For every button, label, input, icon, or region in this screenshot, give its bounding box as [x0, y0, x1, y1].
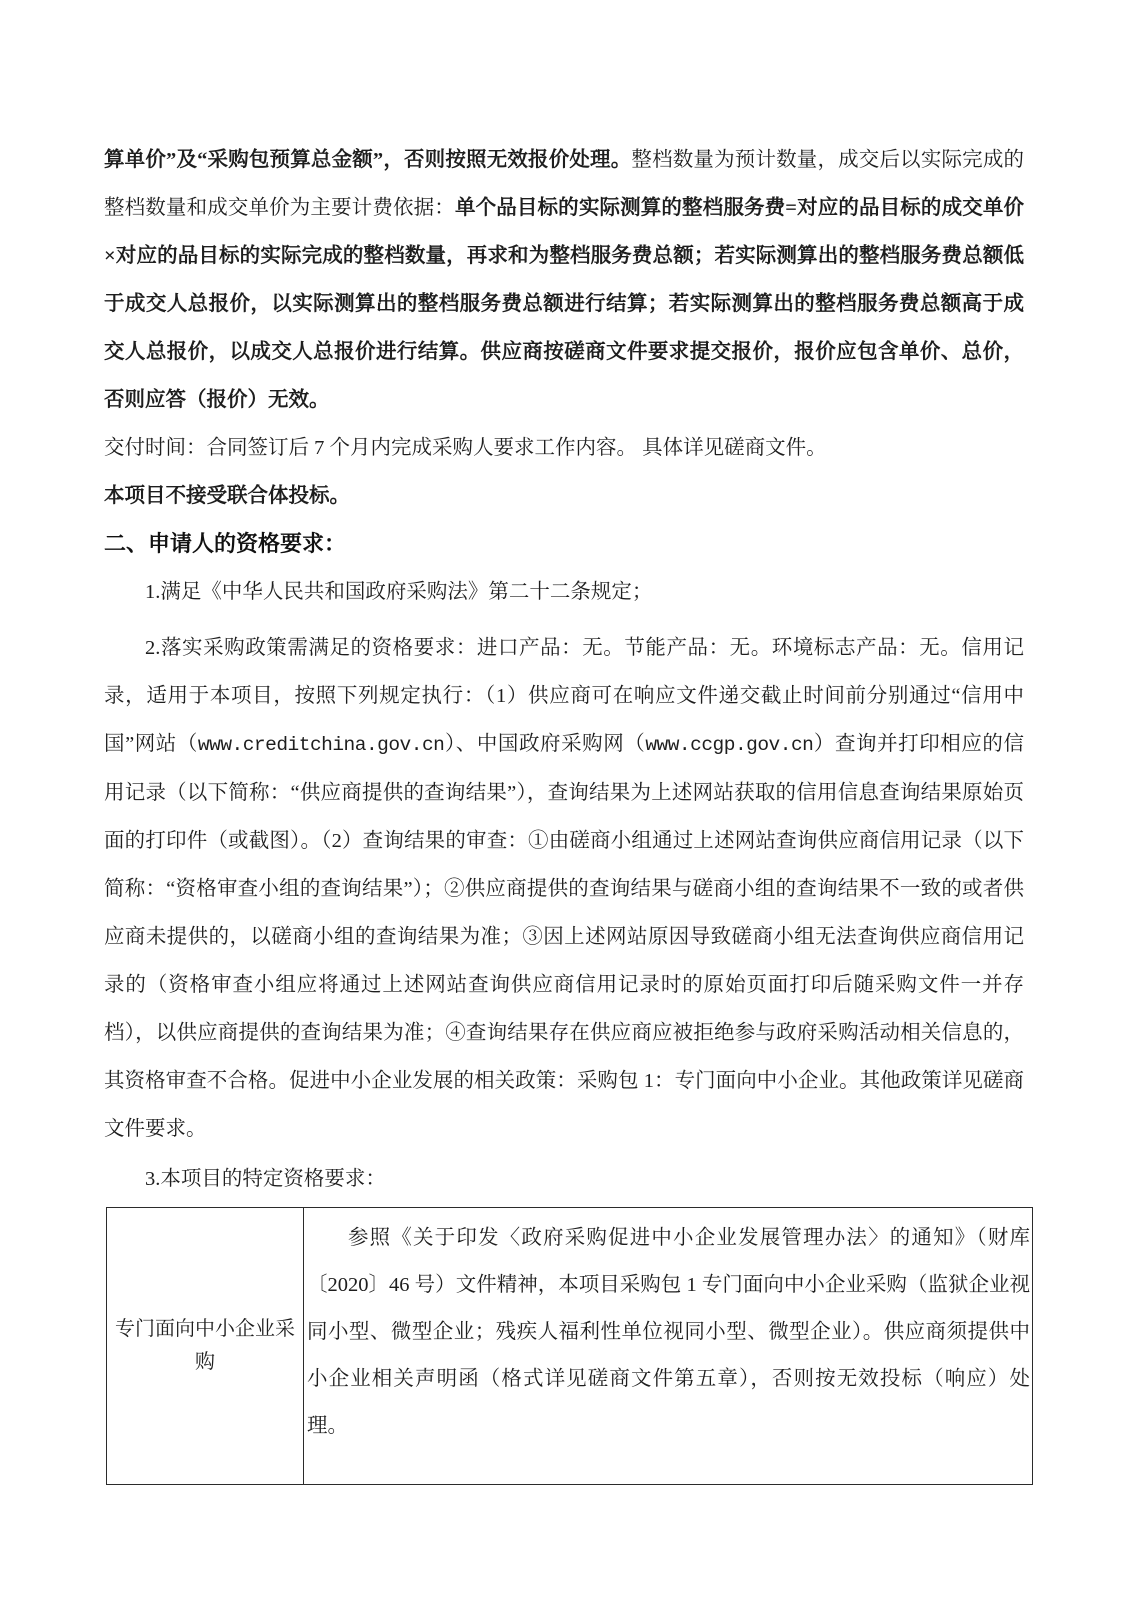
- credit-china-url: www.creditchina.gov.cn: [197, 734, 445, 756]
- table-row: [107, 1208, 1033, 1485]
- specific-qualification-table: [106, 1207, 1033, 1485]
- section-heading-applicant-qualifications: 二、申请人的资格要求：: [104, 531, 347, 556]
- item-2-text-lead: 2.落实采购政策需满足的资格要求：进口产品：无。节能产品：无。环境标志产品：无。信用记录，适用于本项目，按照下列规定执行：（1）供应商可在响应文件递交截止时间前分别通过“信用中国”网站（: [104, 637, 1024, 755]
- paragraph-delivery-time: 交付时间：合同签订后 7 个月内完成采购人要求工作内容。 具体详见磋商文件。: [104, 437, 827, 459]
- paragraph-pricing-rules: [104, 136, 1024, 424]
- qualification-item-1: 1.满足《中华人民共和国政府采购法》第二十二条规定；: [145, 581, 653, 603]
- qualification-item-2: [104, 624, 1024, 1153]
- paragraph-no-consortium: 本项目不接受联合体投标。: [104, 485, 350, 507]
- pricing-rules-regular: 整档数量为预计数量，成交后以实际完成的整档数量和成交单价为主要计费依据：: [104, 149, 1025, 219]
- pricing-rules-bold-lead: 算单价”及“采购包预算总金额”，否则按照无效报价处理。: [104, 149, 632, 171]
- ccgp-url: www.ccgp.gov.cn: [645, 734, 814, 756]
- pricing-rules-bold-body: 单个品目标的实际测算的整档服务费=对应的品目标的成交单价×对应的品目标的实际完成的整档数量，再求和为整档服务费总额；若实际测算出的整档服务费总额低于成交人总报价，以实际测算出的整档服务费总额进行结算；若实际测算出的整档服务费总额高于成交人总报价，以成交人总报价进行结算。供应商按磋商文件要求提交报价，报价应包含单价、总价，否则应答（报价）无效。: [104, 197, 1025, 411]
- table-cell-requirement-detail: 参照《关于印发〈政府采购促进中小企业发展管理办法〉的通知》（财库〔2020〕46 号）文件精神，本项目采购包 1 专门面向中小企业采购（监狱企业视同小型、微型企业；残疾人福利性单位视同小型、微型企业）。供应商须提供中小企业相关声明函（格式详见磋商文件第五章），否则按无效投标（响应）处理。: [304, 1208, 1033, 1485]
- qualification-item-3: 3.本项目的特定资格要求：: [145, 1168, 386, 1190]
- item-2-text-tail: ）查询并打印相应的信用记录（以下简称：“供应商提供的查询结果”），查询结果为上述网站获取的信用信息查询结果原始页面的打印件（或截图）。（2）查询结果的审查：①由磋商小组通过上述网站查询供应商信用记录（以下简称：“资格审查小组的查询结果”）；②供应商提供的查询结果与磋商小组的查询结果不一致的或者供应商未提供的，以磋商小组的查询结果为准；③因上述网站原因导致磋商小组无法查询供应商信用记录的（资格审查小组应将通过上述网站查询供应商信用记录时的原始页面打印后随采购文件一并存档），以供应商提供的查询结果为准；④查询结果存在供应商应被拒绝参与政府采购活动相关信息的，其资格审查不合格。促进中小企业发展的相关政策：采购包 1：专门面向中小企业。其他政策详见磋商文件要求。: [104, 733, 1024, 1140]
- table-cell-requirement-label: 专门面向中小企业采购: [107, 1208, 304, 1485]
- item-2-text-mid: ）、中国政府采购网（: [444, 733, 646, 755]
